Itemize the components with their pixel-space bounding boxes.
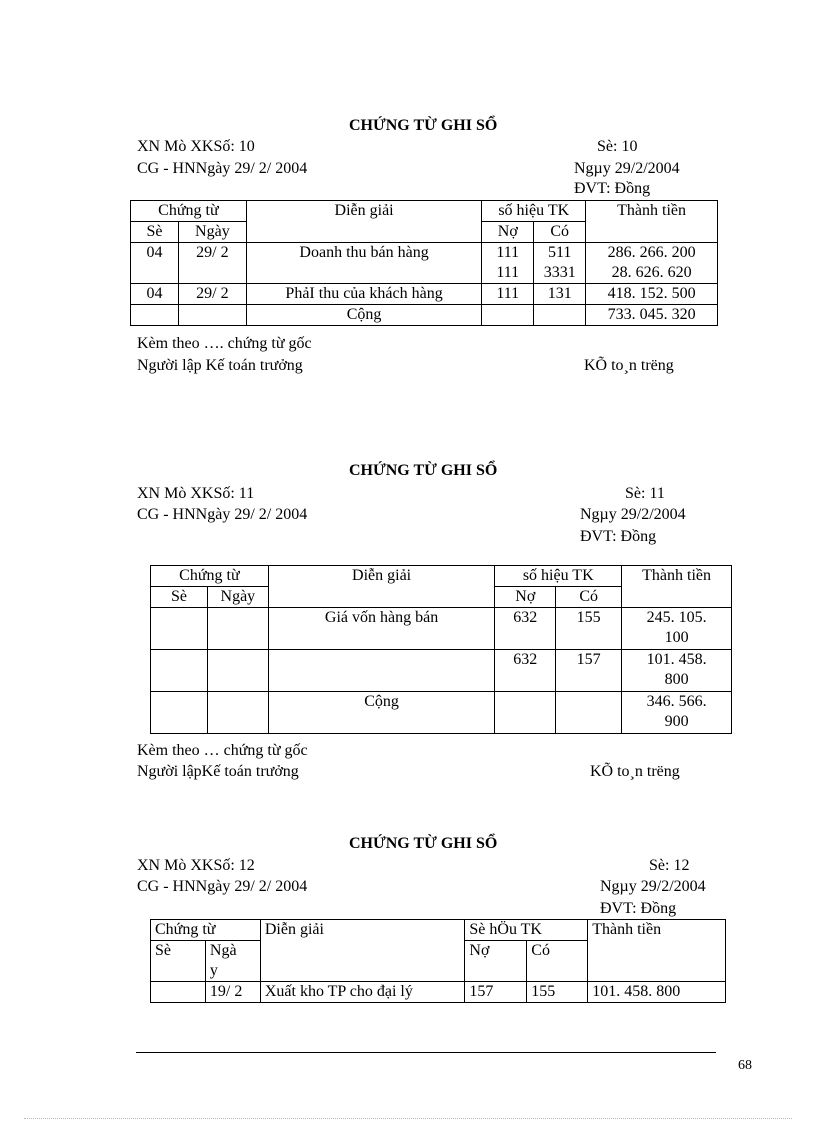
voucher2-attach: Kèm theo … chứng từ gốc: [137, 742, 308, 759]
voucher2-table: [150, 565, 732, 734]
cell-co: 511 3331: [534, 243, 586, 284]
header-so: Sè: [151, 587, 208, 608]
cell-desc: Giá vốn hàng bán: [268, 608, 495, 650]
cell-so: [151, 982, 206, 1003]
cell-amount: 101. 458. 800: [588, 982, 726, 1003]
header-co: Có: [527, 941, 588, 982]
voucher1-signers-left: Người lập Kế toán trưởng: [137, 357, 303, 374]
total-amount: 346. 566. 900: [622, 692, 732, 734]
header-ngay: Ngày: [207, 587, 268, 608]
cell-ngay: 29/ 2: [178, 284, 246, 305]
voucher1-date-left: CG - HNNgày 29/ 2/ 2004: [137, 160, 308, 177]
cell-amount: 245. 105. 100: [622, 608, 732, 650]
page-edge-divider: [24, 1118, 792, 1119]
header-ngay: Ngày: [178, 222, 246, 243]
table-row: [131, 243, 718, 284]
voucher3-date-left: CG - HNNgày 29/ 2/ 2004: [137, 878, 308, 895]
voucher3-date-right: Ngµy 29/2/2004: [600, 878, 706, 895]
voucher1-unit: ĐVT: Đồng: [574, 180, 651, 197]
header-so: Sè: [151, 941, 206, 982]
table-row: [131, 284, 718, 305]
voucher3-title: CHỨNG TỪ GHI SỔ: [349, 835, 498, 852]
voucher3-number: Sè: 12: [649, 857, 690, 874]
table-row: [151, 982, 726, 1003]
voucher2-signers-left: Người lậpKế toán trưởng: [137, 763, 299, 780]
table-row: [151, 650, 732, 692]
cell-no: 111 111: [482, 243, 534, 284]
voucher1-date-right: Ngµy 29/2/2004: [574, 160, 680, 177]
total-label: Cộng: [268, 692, 495, 734]
total-row: [151, 692, 732, 734]
header-no: Nợ: [495, 587, 556, 608]
voucher2-unit: ĐVT: Đồng: [580, 528, 657, 545]
voucher1-company: XN Mò XKSố: 10: [137, 138, 255, 155]
voucher1-table: [130, 200, 718, 326]
header-no: Nợ: [465, 941, 527, 982]
voucher3-table: [150, 919, 726, 1003]
header-chungtu: Chứng từ: [151, 566, 269, 587]
cell-so: 04: [131, 243, 179, 284]
header-thanhtien: Thành tiền: [622, 566, 732, 608]
cell-no: 157: [465, 982, 527, 1003]
voucher1-attach: Kèm theo …. chứng từ gốc: [137, 335, 312, 352]
header-ngay: Ngà y: [205, 941, 260, 982]
voucher3-unit: ĐVT: Đồng: [600, 900, 677, 917]
cell-co: 155: [556, 608, 622, 650]
cell-co: 157: [556, 650, 622, 692]
table-row: [151, 608, 732, 650]
cell-desc: PhảI thu của khách hàng: [246, 284, 482, 305]
header-chungtu: Chứng từ: [131, 201, 247, 222]
header-chungtu: Chứng từ: [151, 920, 261, 941]
total-row: [131, 305, 718, 326]
cell-desc: Xuất kho TP cho đại lý: [260, 982, 465, 1003]
page-number: 68: [738, 1058, 752, 1073]
cell-amount: 286. 266. 200 28. 626. 620: [586, 243, 718, 284]
footer-rule: [136, 1052, 716, 1053]
voucher2-signers-right: KÕ to¸n trëng: [590, 763, 680, 780]
voucher1-signers-right: KÕ to¸n trëng: [584, 357, 674, 374]
cell-amount: 101. 458. 800: [622, 650, 732, 692]
cell-so: 04: [131, 284, 179, 305]
voucher2-company: XN Mò XKSố: 11: [137, 485, 255, 502]
header-sohieu: số hiệu TK: [495, 566, 622, 587]
header-diengiai: Diễn giải: [268, 566, 495, 608]
cell-ngay: 29/ 2: [178, 243, 246, 284]
cell-desc: Doanh thu bán hàng: [246, 243, 482, 284]
cell-co: 155: [527, 982, 588, 1003]
header-so: Sè: [131, 222, 179, 243]
header-no: Nợ: [482, 222, 534, 243]
header-diengiai: Diễn giải: [246, 201, 482, 243]
voucher2-date-right: Ngµy 29/2/2004: [580, 506, 686, 523]
cell-no: 111: [482, 284, 534, 305]
voucher3-company: XN Mò XKSố: 12: [137, 857, 255, 874]
header-thanhtien: Thành tiền: [588, 920, 726, 982]
header-thanhtien: Thành tiền: [586, 201, 718, 243]
cell-co: 131: [534, 284, 586, 305]
header-co: Có: [556, 587, 622, 608]
cell-no: 632: [495, 650, 556, 692]
header-sohieu: Sè hÖu TK: [465, 920, 588, 941]
voucher1-number: Sè: 10: [597, 138, 638, 155]
header-co: Có: [534, 222, 586, 243]
total-label: Cộng: [246, 305, 482, 326]
voucher2-number: Sè: 11: [625, 485, 665, 502]
cell-no: 632: [495, 608, 556, 650]
total-amount: 733. 045. 320: [586, 305, 718, 326]
voucher2-title: CHỨNG TỪ GHI SỔ: [349, 462, 498, 479]
cell-desc: [268, 650, 495, 692]
header-sohieu: số hiệu TK: [482, 201, 586, 222]
header-diengiai: Diễn giải: [260, 920, 465, 982]
cell-amount: 418. 152. 500: [586, 284, 718, 305]
cell-ngay: 19/ 2: [205, 982, 260, 1003]
voucher2-date-left: CG - HNNgày 29/ 2/ 2004: [137, 506, 308, 523]
voucher1-title: CHỨNG TỪ GHI SỔ: [349, 117, 498, 134]
